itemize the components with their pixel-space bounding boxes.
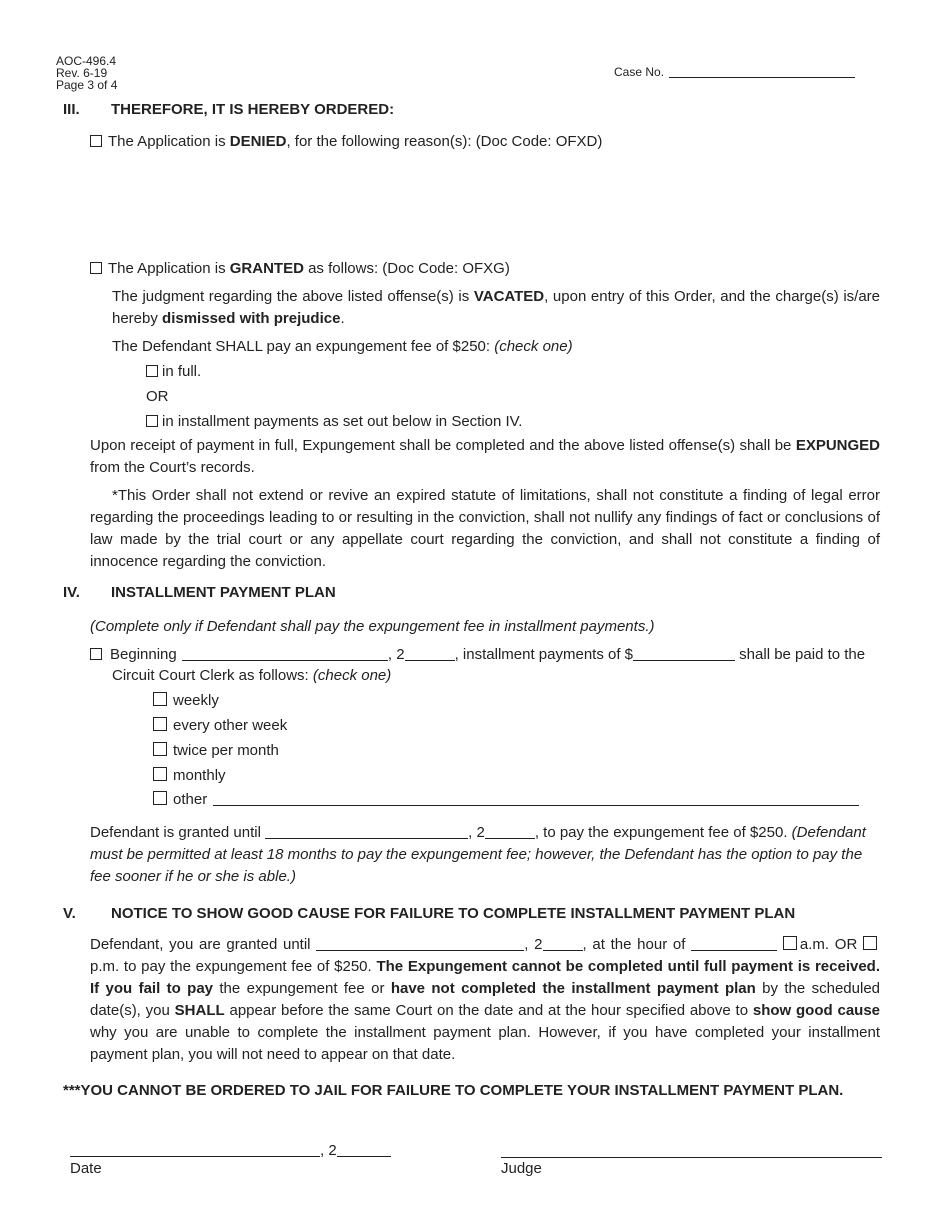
installment-option: in installment payments as set out below in Section IV. [146, 413, 522, 430]
judgment-paragraph: The judgment regarding the above listed offense(s) is VACATED, upon entry of this Order, and the charge(s) is/are hereby dismissed with prejudice. [112, 288, 881, 327]
appear-hour-field[interactable] [691, 936, 777, 951]
begin-year-field[interactable] [405, 646, 455, 661]
order-note: *This Order shall not extend or revive an expired statute of limitations, shall not constitute a finding of legal error regarding the proceedings leading to or resulting in the conviction, shall not nullify any findings of fact or conclusions of law made by the trial court or any appellate court regarding the conviction, and shall not constitute a finding of innocence regarding the conviction. [90, 487, 880, 570]
pm-checkbox[interactable] [863, 936, 877, 950]
every-other-week-checkbox[interactable] [153, 717, 167, 731]
granted-until-paragraph: Defendant is granted until , 2 , to pay the expungement fee of $250. (Defendant must be permitted at least 18 months to pay the expungement fee; however, the Defendant has the option to pay the fee sooner if he or she is able.) [90, 824, 866, 885]
date-year-field[interactable] [337, 1142, 391, 1157]
in-full-checkbox[interactable] [146, 365, 158, 377]
beginning-line: Beginning , 2 , installment payments of $ shall be paid to the [90, 646, 880, 663]
section-title: NOTICE TO SHOW GOOD CAUSE FOR FAILURE TO COMPLETE INSTALLMENT PAYMENT PLAN [111, 905, 796, 922]
section-4-heading [63, 584, 336, 601]
frequency-monthly: monthly [153, 767, 226, 784]
section-title: THEREFORE, IT IS HEREBY ORDERED: [111, 101, 395, 118]
case-no-label: Case No. [614, 65, 665, 79]
installment-intro: (Complete only if Defendant shall pay the expungement fee in installment payments.) [90, 618, 655, 635]
section-number: IV. [63, 584, 80, 601]
judge-label: Judge [501, 1160, 542, 1177]
granted-checkbox[interactable] [90, 262, 102, 274]
begin-date-field[interactable] [182, 646, 388, 661]
granted-until-date-field[interactable] [265, 824, 468, 839]
in-full-option: in full. [146, 363, 201, 380]
date-signature-line: , 2 [70, 1142, 391, 1159]
section-3-heading [63, 101, 394, 118]
clerk-line: Circuit Court Clerk as follows: (check one) [112, 667, 392, 684]
notice-paragraph: Defendant, you are granted until , 2 , at the hour of a.m. OR p.m. to pay the expungement fee of $250. The Expungement cannot be completed until full payment is received. If you fail to pay the expungement fee or have not completed the installment payment plan by the scheduled date(s), you SHALL appear before the same Court on the date and at the hour specified above to show good cause why you are unable to complete the installment payment plan. However, if you have completed your installment payment plan, you will not need to appear on that date. [90, 936, 881, 1063]
frequency-other: other [153, 791, 859, 808]
denied-checkbox[interactable] [90, 135, 102, 147]
judge-signature-line[interactable] [501, 1157, 882, 1158]
frequency-weekly: weekly [153, 692, 219, 709]
weekly-checkbox[interactable] [153, 692, 167, 706]
frequency-every-other-week: every other week [153, 717, 287, 734]
appear-date-field[interactable] [316, 936, 524, 951]
or-label: OR [146, 388, 169, 405]
section-number: V. [63, 905, 76, 922]
case-number [614, 66, 859, 78]
frequency-twice-per-month: twice per month [153, 742, 279, 759]
denied-option: The Application is DENIED, for the following reason(s): (Doc Code: OFXD) [90, 133, 602, 150]
section-number: III. [63, 101, 80, 118]
appear-year-field[interactable] [543, 936, 583, 951]
installment-checkbox[interactable] [146, 415, 158, 427]
installment-plan-checkbox[interactable] [90, 648, 102, 660]
form-header [56, 55, 117, 91]
am-checkbox[interactable] [783, 936, 797, 950]
form-revision: Rev. 6-19 [56, 66, 108, 80]
granted-until-year-field[interactable] [485, 824, 535, 839]
granted-option: The Application is GRANTED as follows: (Doc Code: OFXG) [90, 260, 510, 277]
other-field[interactable] [213, 791, 859, 806]
monthly-checkbox[interactable] [153, 767, 167, 781]
twice-per-month-checkbox[interactable] [153, 742, 167, 756]
date-field[interactable] [70, 1142, 320, 1157]
section-5-heading [63, 905, 795, 922]
installment-amount-field[interactable] [633, 646, 735, 661]
jail-notice: ***YOU CANNOT BE ORDERED TO JAIL FOR FAILURE TO COMPLETE YOUR INSTALLMENT PAYMENT PLAN. [63, 1082, 844, 1099]
other-checkbox[interactable] [153, 791, 167, 805]
form-id: AOC-496.4 [56, 54, 117, 68]
section-title: INSTALLMENT PAYMENT PLAN [111, 584, 336, 601]
date-label: Date [70, 1160, 102, 1177]
receipt-paragraph: Upon receipt of payment in full, Expungement shall be completed and the above listed offense(s) shall be EXPUNGED from the Court’s records. [90, 437, 880, 476]
page-number: Page 3 of 4 [56, 78, 118, 92]
case-no-field[interactable] [669, 66, 855, 78]
fee-line: The Defendant SHALL pay an expungement fee of $250: (check one) [112, 338, 573, 355]
